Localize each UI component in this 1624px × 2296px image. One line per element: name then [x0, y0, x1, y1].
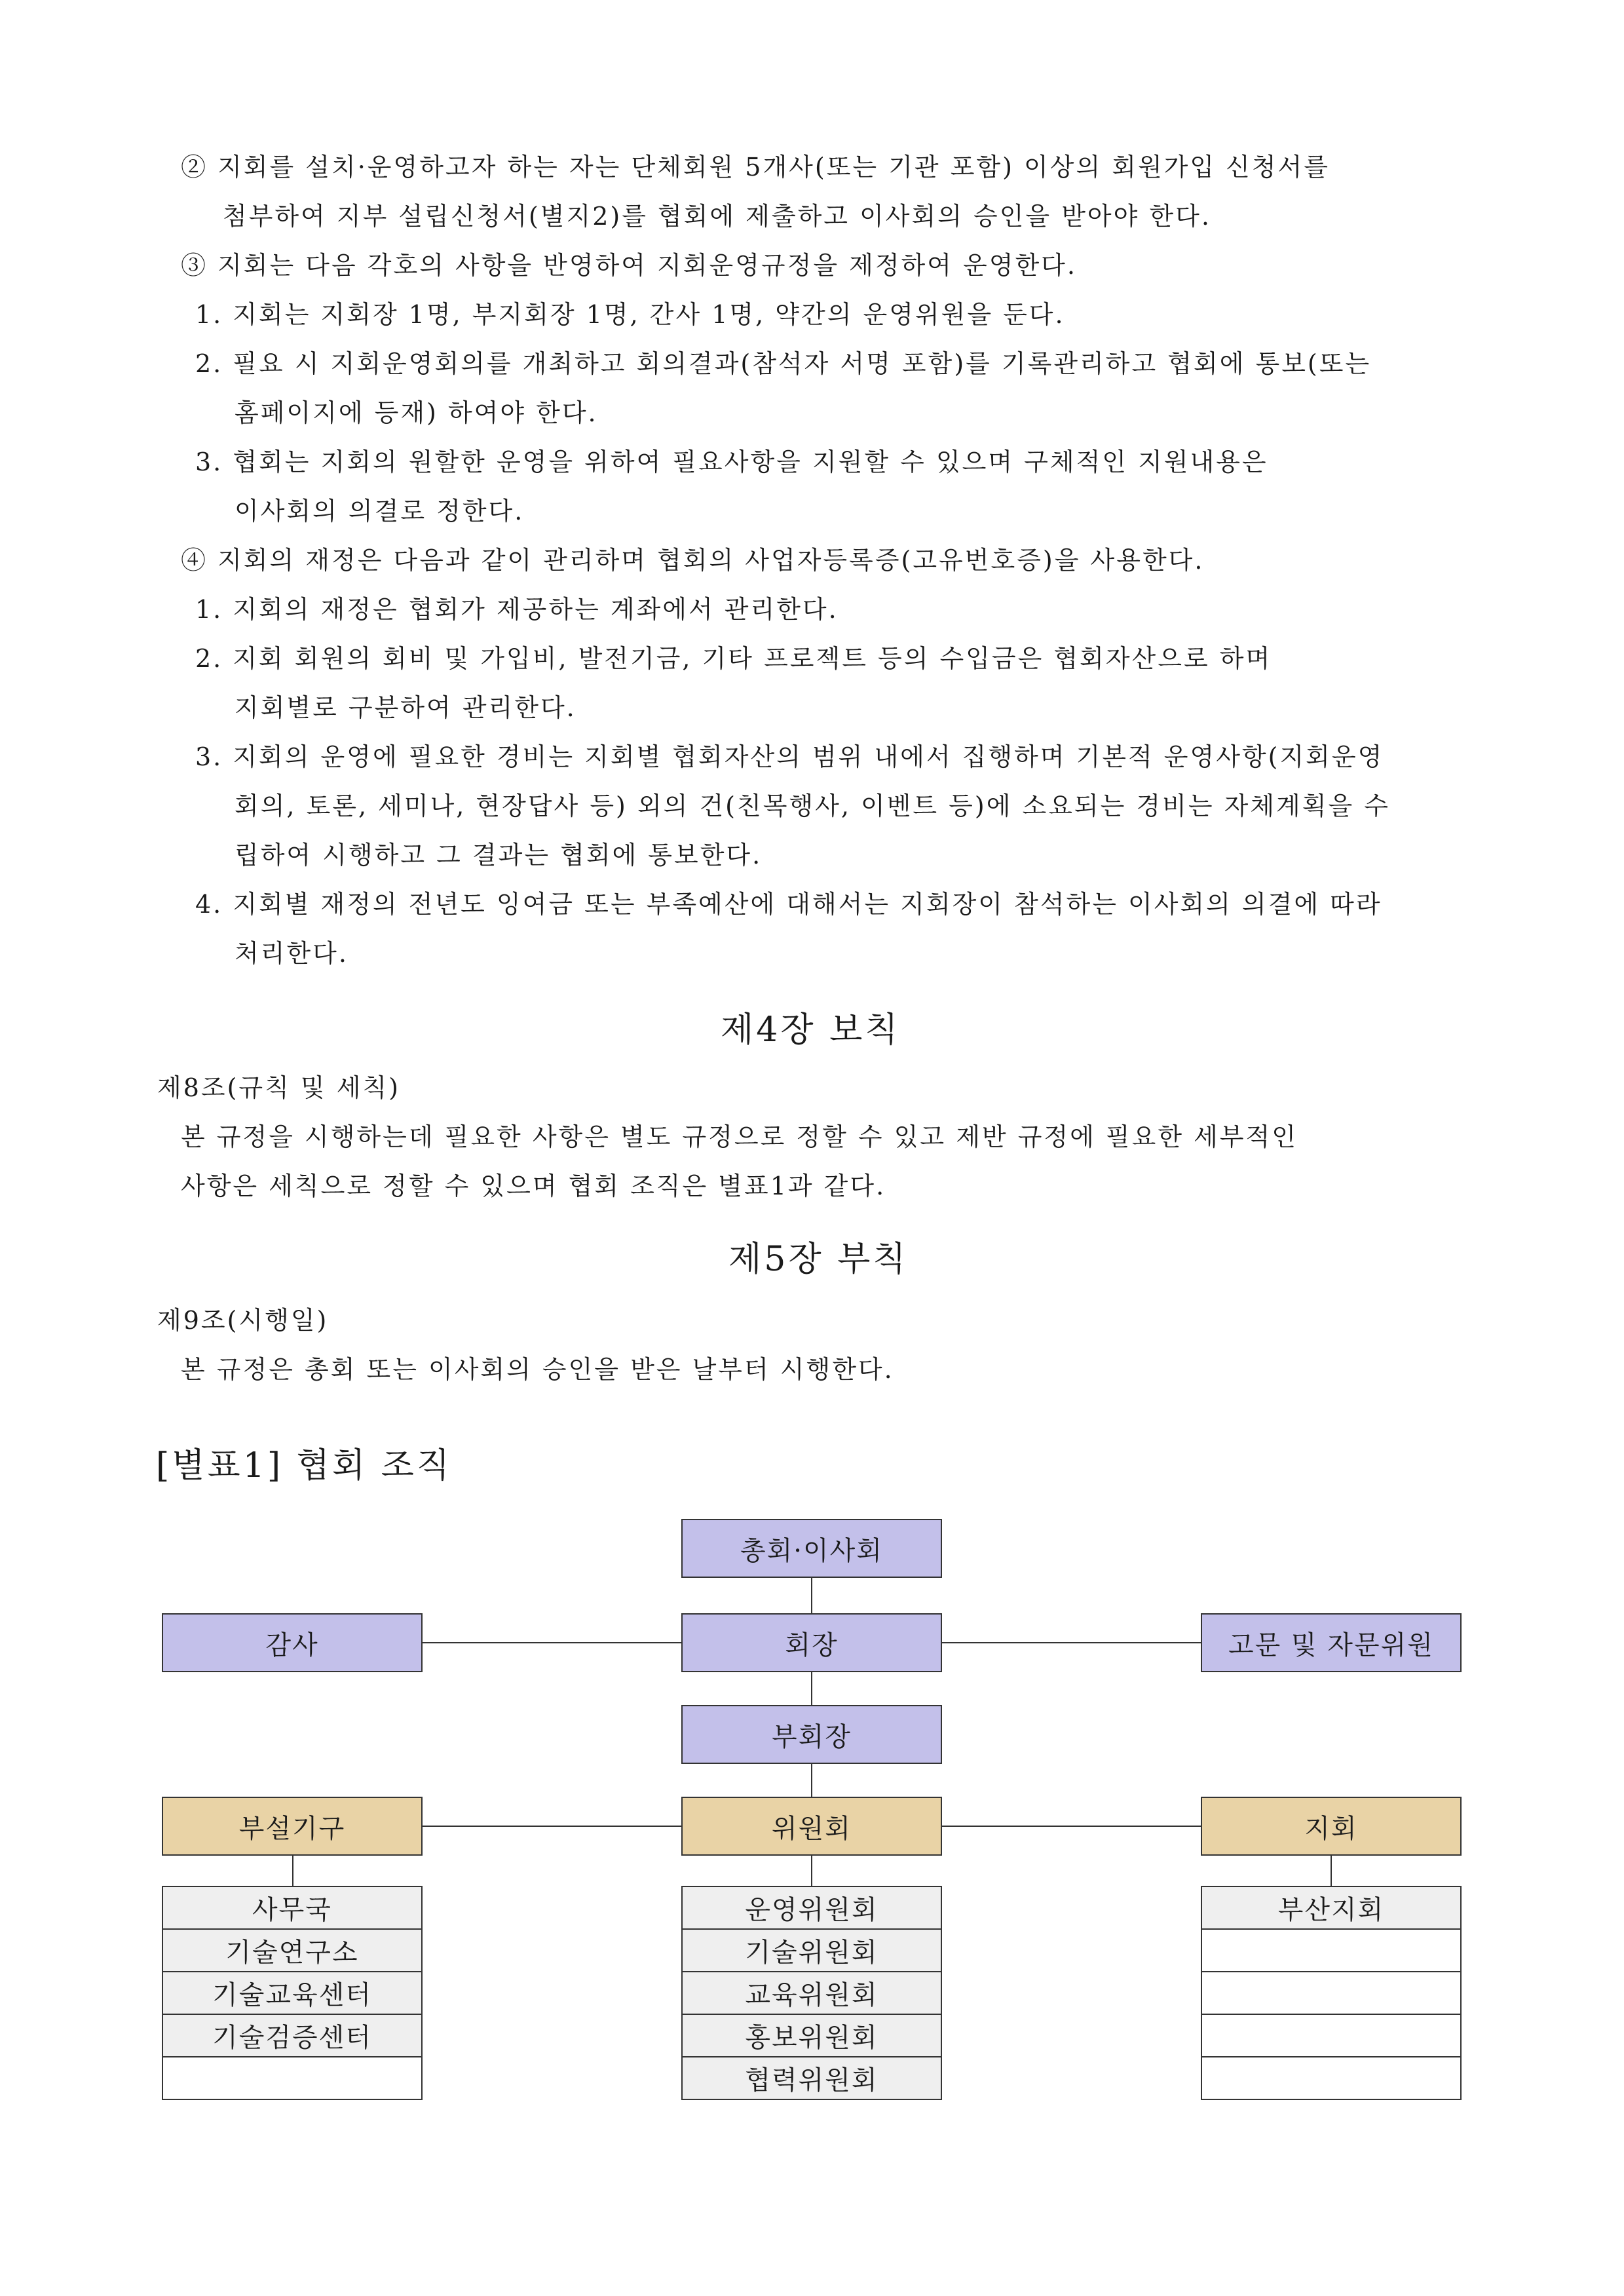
connector-committees-list [811, 1853, 812, 1886]
affiliate-item: 사무국 [162, 1886, 423, 1930]
clause-4-item-3: 3. 지회의 운영에 필요한 경비는 지회별 협회자산의 범위 내에서 집행하며 기본적 운영사항(지회운영 [195, 742, 1384, 771]
connector-president-vice [811, 1670, 812, 1706]
clause-2: ② 지회를 설치·운영하고자 하는 자는 단체회원 5개사(또는 기관 포함) 이상의 회원가입 신청서를 [181, 153, 1330, 182]
chapter-4-title: 제4장 보칙 [721, 1010, 901, 1050]
branch-item-empty [1201, 1971, 1462, 2015]
clause-4-item-4: 4. 지회별 재정의 전년도 잉여금 또는 부족예산에 대해서는 지회장이 참석하는 이사회의 의결에 따라 [195, 890, 1382, 919]
clause-3-item-1: 1. 지회는 지회장 1명, 부지회장 1명, 간사 1명, 약간의 운영위원을 둔다. [195, 300, 1065, 329]
clause-4-item-3-cont2: 립하여 시행하고 그 결과는 협회에 통보한다. [235, 841, 763, 870]
branch-item: 부산지회 [1201, 1886, 1462, 1930]
president-box: 회장 [681, 1613, 942, 1672]
clause-3-item-3: 3. 협회는 지회의 원할한 운영을 위하여 필요사항을 지원할 수 있으며 구체적인 지원내용은 [195, 448, 1268, 476]
affiliate-item: 기술연구소 [162, 1928, 423, 1972]
committee-item: 기술위원회 [681, 1928, 942, 1972]
clause-2-cont: 첨부하여 지부 설립신청서(별지2)를 협회에 제출하고 이사회의 승인을 받아야 한다. [223, 202, 1211, 231]
connector-affiliates-list [292, 1853, 293, 1886]
connector-president-advisors [941, 1642, 1201, 1643]
clause-4-item-2-cont: 지회별로 구분하여 관리한다. [235, 693, 576, 722]
committee-item: 홍보위원회 [681, 2014, 942, 2057]
connector-top-president [811, 1578, 812, 1615]
branch-item-empty [1201, 2056, 1462, 2100]
clause-3-item-2: 2. 필요 시 지회운영회의를 개최하고 회의결과(참석자 서명 포함)를 기록관리하고 협회에 통보(또는 [195, 349, 1372, 378]
clause-3-item-3-cont: 이사회의 의결로 정한다. [235, 497, 525, 526]
general-assembly-box: 총회·이사회 [681, 1519, 942, 1578]
article-9-text-1: 본 규정은 총회 또는 이사회의 승인을 받은 날부터 시행한다. [181, 1355, 894, 1384]
connector-affiliates-committees [423, 1826, 681, 1827]
committee-item: 교육위원회 [681, 1971, 942, 2015]
connector-vice-committees [811, 1761, 812, 1798]
committees-box: 위원회 [681, 1797, 942, 1856]
affiliate-item: 기술교육센터 [162, 1971, 423, 2015]
clause-4: ④ 지회의 재정은 다음과 같이 관리하며 협회의 사업자등록증(고유번호증)을 사용한다. [181, 546, 1205, 575]
branch-item-empty [1201, 2014, 1462, 2057]
clause-3-item-2-cont: 홈페이지에 등재) 하여야 한다. [235, 398, 598, 427]
article-9-title: 제9조(시행일) [157, 1306, 329, 1335]
vice-president-box: 부회장 [681, 1705, 942, 1764]
connector-committees-branches [941, 1826, 1201, 1827]
connector-audit-president [423, 1642, 681, 1643]
article-8-text-2: 사항은 세칙으로 정할 수 있으며 협회 조직은 별표1과 같다. [181, 1172, 886, 1200]
org-chart-caption: [별표1] 협회 조직 [156, 1446, 453, 1485]
affiliate-item-empty [162, 2056, 423, 2100]
connector-branches-list [1331, 1853, 1332, 1886]
clause-4-item-3-cont: 회의, 토론, 세미나, 현장답사 등) 외의 건(친목행사, 이벤트 등)에 소요되는 경비는 자체계획을 수 [235, 792, 1390, 820]
advisors-box: 고문 및 자문위원 [1201, 1613, 1462, 1672]
clause-4-item-2: 2. 지회 회원의 회비 및 가입비, 발전기금, 기타 프로젝트 등의 수입금은 협회자산으로 하며 [195, 644, 1272, 673]
affiliate-item: 기술검증센터 [162, 2014, 423, 2057]
article-8-title: 제8조(규칙 및 세칙) [157, 1073, 400, 1102]
clause-3: ③ 지회는 다음 각호의 사항을 반영하여 지회운영규정을 제정하여 운영한다. [181, 251, 1077, 280]
chapter-5-title: 제5장 부칙 [728, 1240, 909, 1279]
clause-4-item-1: 1. 지회의 재정은 협회가 제공하는 계좌에서 관리한다. [195, 595, 839, 624]
clause-4-item-4-cont: 처리한다. [235, 939, 349, 968]
committee-item: 운영위원회 [681, 1886, 942, 1930]
branch-item-empty [1201, 1928, 1462, 1972]
committee-item: 협력위원회 [681, 2056, 942, 2100]
audit-box: 감사 [162, 1613, 423, 1672]
branches-box: 지회 [1201, 1797, 1462, 1856]
article-8-text-1: 본 규정을 시행하는데 필요한 사항은 별도 규정으로 정할 수 있고 제반 규정에 필요한 세부적인 [181, 1122, 1298, 1151]
affiliates-box: 부설기구 [162, 1797, 423, 1856]
